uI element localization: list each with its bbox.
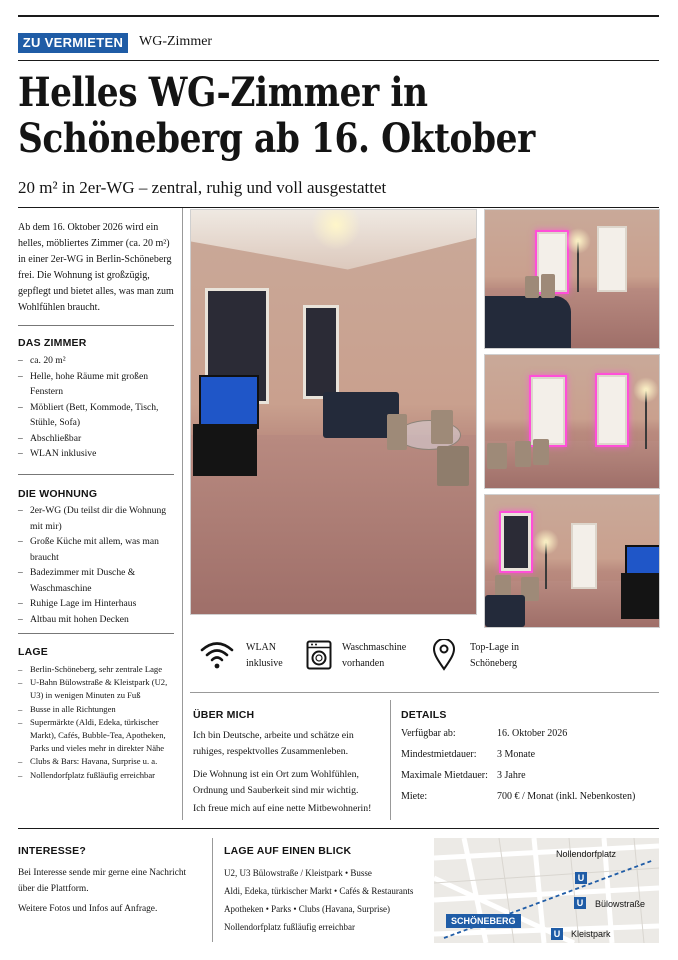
section-heading-lage: LAGE: [18, 646, 48, 658]
room-photo-4: [484, 494, 660, 628]
section-heading-wohnung: DIE WOHNUNG: [18, 488, 98, 500]
blick-line-1: U2, U3 Bülowstraße / Kleistpark • Busse: [224, 868, 372, 878]
lage-list: [18, 663, 176, 782]
feature-wifi: [200, 638, 300, 674]
list-item: – Badezimmer mit Dusche & Waschmaschine: [18, 565, 174, 596]
left-rule-2: [18, 474, 174, 475]
list-item: – Abschließbar: [18, 431, 174, 447]
middle-divider: [390, 700, 391, 820]
interesse-text: [18, 865, 198, 917]
subtitle: 20 m² in 2er-WG – zentral, ruhig und voll ausgestattet: [18, 178, 387, 197]
detail-value: 3 Jahre: [497, 770, 526, 781]
table-row: [401, 728, 659, 749]
list-item: – Busse in alle Richtungen: [18, 703, 176, 716]
list-item: – U-Bahn Bülowstraße & Kleistpark (U2, U3) in wenigen Minuten zu Fuß: [18, 676, 176, 702]
bottom-section-rule: [18, 828, 659, 829]
room-photo-3: [484, 354, 660, 489]
interesse-p2: Weitere Fotos und Infos auf Anfrage.: [18, 904, 158, 914]
list-item: – Clubs & Bars: Havana, Surprise u. a.: [18, 755, 176, 768]
list-item: – Möbliert (Bett, Kommode, Tisch, Stühle, Sofa): [18, 400, 174, 431]
ueber-mich-p2: Die Wohnung ist ein Ort zum Wohlfühlen, Ordnung und Sauberkeit sind mir wichtig.: [193, 769, 359, 796]
bottom-divider: [212, 838, 213, 942]
list-item: – Supermärkte (Aldi, Edeka, türkischer Markt), Cafés, Bubble-Tea, Apotheken, Parks und vieles mehr in direkter Nähe: [18, 716, 176, 756]
headline-line-1: Helles WG-Zimmer in: [18, 69, 428, 116]
washing-machine-icon: [306, 640, 332, 670]
u-bahn-kleistpark-icon: U: [551, 928, 563, 940]
detail-value: 16. Oktober 2026: [497, 728, 568, 739]
detail-value: 3 Monate: [497, 749, 536, 760]
feature-line-1: Top-Lage in: [470, 642, 520, 653]
feature-line-2: Schöneberg: [470, 658, 518, 669]
headline-line-2: Schöneberg ab 16. Oktober: [18, 115, 535, 162]
detail-label: Miete:: [401, 791, 428, 802]
feature-location: [432, 638, 542, 674]
table-row: [401, 791, 659, 812]
column-divider: [182, 208, 183, 820]
list-item: – Berlin-Schöneberg, sehr zentrale Lage: [18, 663, 176, 676]
ueber-mich-p1: Ich bin Deutsche, arbeite und schätze ein ruhiges, respektvolles Zusammenleben.: [193, 730, 354, 757]
feature-line-1: WLAN: [246, 642, 276, 653]
detail-label: Verfügbar ab:: [401, 728, 456, 739]
table-row: [401, 749, 659, 770]
feature-line-1: Waschmaschine: [342, 642, 407, 653]
feature-washing-machine: [306, 638, 426, 674]
intro-text: Ab dem 16. Oktober 2026 wird ein helles, möbliertes Zimmer (ca. 20 m²) in einer 2er-WG in Berlin-Schöneberg frei. Die Wohnung ist großzügig, gepflegt und bietet alles, was man zum Wohlfühlen braucht.: [18, 222, 174, 313]
blick-line-3: Apotheken • Parks • Clubs (Havana, Surprise): [224, 904, 391, 914]
section-heading-zimmer: DAS ZIMMER: [18, 337, 87, 349]
location-map: [434, 838, 659, 943]
room-photo-2: [484, 209, 660, 349]
list-item: – Ruhige Lage im Hinterhaus: [18, 596, 174, 612]
blick-line-4: Nollendorfplatz fußläufig erreichbar: [224, 922, 355, 932]
blick-text: [224, 864, 434, 936]
for-rent-tag: ZU VERMIETEN: [18, 33, 128, 53]
detail-label: Mindestmietdauer:: [401, 749, 477, 760]
map-label-nollendorfplatz: Nollendorfplatz: [556, 849, 617, 859]
list-item: – ca. 20 m²: [18, 353, 174, 369]
main-room-photo: [190, 209, 477, 615]
list-item: – WLAN inklusive: [18, 446, 174, 462]
detail-value: 700 € / Monat (inkl. Nebenkosten): [497, 791, 636, 802]
map-label-buelowstrasse: Bülowstraße: [595, 899, 646, 909]
wifi-icon: [200, 640, 234, 670]
detail-label: Maximale Mietdauer:: [401, 770, 488, 781]
wohnung-list: [18, 503, 174, 627]
features-rule: [190, 692, 659, 693]
list-item: – Große Küche mit allem, was man braucht: [18, 534, 174, 565]
section-heading-ueber-mich: ÜBER MICH: [193, 709, 255, 721]
headline: [18, 70, 659, 162]
feature-line-2: inklusive: [246, 658, 283, 669]
map-district-badge: SCHÖNEBERG: [446, 914, 521, 928]
location-pin-icon: [432, 639, 456, 671]
subtitle-rule: [18, 207, 659, 208]
list-item: – 2er-WG (Du teilst dir die Wohnung mit mir): [18, 503, 174, 534]
feature-line-2: vorhanden: [342, 658, 385, 669]
list-item: – Altbau mit hohen Decken: [18, 612, 174, 628]
map-label-kleistpark: Kleistpark: [571, 929, 611, 939]
details-table: [401, 728, 659, 812]
u-bahn-nollendorfplatz-icon: U: [575, 872, 587, 884]
top-rule: [18, 15, 659, 17]
zimmer-list: [18, 353, 174, 462]
header-rule: [18, 60, 659, 61]
ueber-mich-p3: Ich freue mich auf eine nette Mitbewohnerin!: [193, 803, 372, 814]
interesse-p1: Bei Interesse sende mir gerne eine Nachricht über die Plattform.: [18, 868, 187, 894]
left-rule-3: [18, 633, 174, 634]
category-label: WG-Zimmer: [139, 34, 213, 49]
blick-line-2: Aldi, Edeka, türkischer Markt • Cafés & Restaurants: [224, 886, 414, 896]
ueber-mich-text: [193, 728, 385, 817]
u-bahn-buelowstrasse-icon: U: [574, 897, 586, 909]
table-row: [401, 770, 659, 791]
section-heading-blick: LAGE AUF EINEN BLICK: [224, 845, 352, 857]
section-heading-details: DETAILS: [401, 709, 447, 721]
list-item: – Nollendorfplatz fußläufig erreichbar: [18, 769, 176, 782]
left-rule-1: [18, 325, 174, 326]
list-item: – Helle, hohe Räume mit großen Fenstern: [18, 369, 174, 400]
section-heading-interesse: INTERESSE?: [18, 845, 86, 857]
